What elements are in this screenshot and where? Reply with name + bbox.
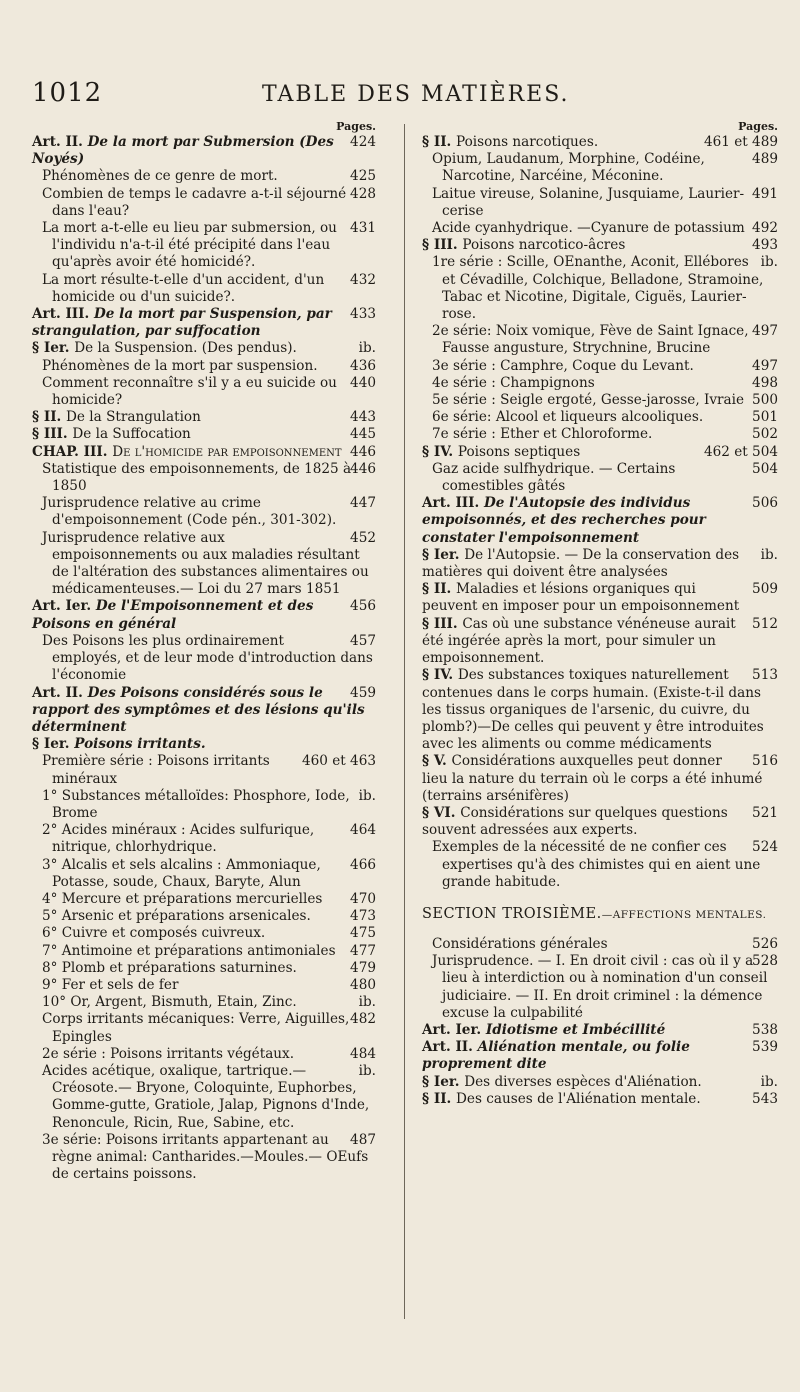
entry-text <box>422 667 778 753</box>
entry-text <box>42 1011 376 1045</box>
entry-text <box>42 943 376 960</box>
toc-entry <box>32 375 376 409</box>
toc-entry <box>32 409 376 426</box>
entry-body: Combien de temps le cadavre a-t-il séjourné dans l'eau? <box>42 185 347 219</box>
toc-entry <box>32 685 376 737</box>
entry-body: 5° Arsenic et préparations arsenicales. <box>42 908 311 925</box>
entry-label: § IV. <box>422 667 458 684</box>
toc-entry <box>422 426 778 443</box>
entry-text <box>432 409 778 426</box>
toc-entry <box>422 444 778 461</box>
page-ref: 497 <box>752 323 778 340</box>
entry-body: Poisons septiques <box>457 443 581 460</box>
entry-text <box>422 444 778 461</box>
page-ref: 452 <box>350 529 376 546</box>
toc-entry <box>32 943 376 960</box>
entry-label: § II. <box>32 409 67 426</box>
entry-title: Des Poisons considérés sous le rapport des symptômes et des lésions qu'ils déterminent <box>32 684 365 735</box>
page-ref: 436 <box>350 357 376 374</box>
toc-entry <box>422 495 778 547</box>
toc-entry <box>32 908 376 925</box>
entry-label: Art. III. <box>32 306 94 323</box>
toc-entry <box>32 994 376 1011</box>
entry-text <box>432 936 778 953</box>
toc-entry <box>422 667 778 753</box>
entry-body: Des diverses espèces d'Aliénation. <box>464 1073 702 1090</box>
page-ref: 521 <box>752 804 778 821</box>
toc-entry <box>422 1091 778 1108</box>
page-ref: 462 et 504 <box>703 443 778 460</box>
toc-entry <box>422 392 778 409</box>
toc-entry <box>32 220 376 272</box>
entry-text <box>422 753 778 805</box>
toc-entry <box>422 1022 778 1039</box>
page-ref: 431 <box>350 220 376 237</box>
section-subheading: —AFFECTIONS MENTALES. <box>601 908 767 921</box>
entry-text <box>42 1132 376 1184</box>
entry-body: Des substances toxiques naturellement contenues dans le corps humain. (Existe-t-il dans les tissus organiques de l'arsenic, du cuivre, du plomb?)—De celles qui peuvent y être introduites avec les aliments ou comme médicaments <box>422 667 764 753</box>
toc-entry <box>32 1132 376 1184</box>
entry-text <box>42 633 376 685</box>
entry-body: 9° Fer et sels de fer <box>42 976 179 993</box>
entry-label: § II. <box>422 1090 457 1107</box>
toc-entry <box>32 633 376 685</box>
entry-text <box>32 340 376 357</box>
entry-title: De l'Empoisonnement et des Poisons en général <box>32 598 314 632</box>
entry-body: Comment reconnaître s'il y a eu suicide ou homicide? <box>42 374 337 409</box>
entry-body: Poisons irritants. <box>74 736 206 753</box>
entry-text <box>42 788 376 822</box>
page-ref: 479 <box>350 959 376 976</box>
entry-body: Exemples de la nécessité de ne confier ces expertises qu'à des chimistes qui en aient une grande habitude. <box>432 839 761 890</box>
entry-body: De la Strangulation <box>66 409 201 426</box>
entry-body: Statistique des empoisonnements, de 1825 à 1850 <box>42 460 352 495</box>
entry-text <box>432 375 778 392</box>
entry-body: Maladies et lésions organiques qui peuvent en imposer pour un empoisonnement <box>422 581 740 615</box>
page-ref: 424 <box>350 134 376 150</box>
entry-body: Cas où une substance vénéneuse aurait été ingérée après la mort, pour simuler un empoisonnement. <box>422 615 736 667</box>
page-ref: 498 <box>752 374 778 391</box>
entry-title: De l'Autopsie des individus empoisonnés, et des recherches pour constater l'empoisonnement <box>422 495 706 546</box>
entry-text <box>42 358 376 375</box>
toc-entry <box>32 891 376 908</box>
entry-body: Poisons narcotiques. <box>456 134 599 150</box>
running-title: TABLE DES MATIÈRES. <box>262 82 570 107</box>
page-ref: ib. <box>358 1062 376 1079</box>
toc-entry <box>422 186 778 220</box>
entry-label: § Ier. <box>422 1073 465 1090</box>
toc-entry <box>422 409 778 426</box>
entry-text <box>42 530 376 599</box>
entry-text <box>42 220 376 272</box>
entry-body: Jurisprudence relative aux empoisonnements ou aux maladies résultant de l'altération des substances alimentaires ou médicamenteuses.— Loi du 27 mars 1851 <box>42 529 369 598</box>
entry-text <box>42 375 376 409</box>
entry-label: § Ier. <box>422 546 465 563</box>
toc-entry <box>422 254 778 323</box>
entry-body: Jurisprudence relative au crime d'empoisonnement (Code pén., 301-302). <box>42 495 337 529</box>
entry-text <box>32 409 376 426</box>
toc-entry <box>422 753 778 805</box>
page-ref: 440 <box>350 374 376 391</box>
entry-body: Acide cyanhydrique. —Cyanure de potassium <box>432 220 745 237</box>
entry-text <box>432 254 778 323</box>
page-ref: 539 <box>752 1039 778 1056</box>
entry-body: 1° Substances métalloïdes: Phosphore, Iode, Brome <box>42 787 350 821</box>
toc-entry <box>32 306 376 340</box>
entry-body: Acides acétique, oxalique, tartrique.— Créosote.— Bryone, Coloquinte, Euphorbes, Gomme-gutte, Gratiole, Jalap, Pignons d'Inde, Renoncule, Ricin, Rue, Sabine, etc. <box>42 1062 370 1131</box>
page-ref: 443 <box>350 409 376 426</box>
page-ref: 491 <box>752 185 778 202</box>
entry-body: De l'Autopsie. — De la conservation des matières qui doivent être analysées <box>422 546 740 581</box>
page-ref: 543 <box>752 1090 778 1107</box>
entry-text <box>42 1063 376 1132</box>
entry-text <box>42 908 376 925</box>
page-ref: 464 <box>350 822 376 839</box>
entry-text <box>42 960 376 977</box>
entry-text <box>422 1074 778 1091</box>
entry-text <box>42 925 376 942</box>
entry-body: 4e série : Champignons <box>432 374 595 391</box>
page-ref: 459 <box>350 684 376 701</box>
page-ref: 484 <box>350 1045 376 1062</box>
entry-text <box>42 891 376 908</box>
page-ref: 538 <box>752 1021 778 1038</box>
page-ref: 528 <box>752 953 778 970</box>
toc-entry <box>422 220 778 237</box>
entry-body: De la Suspension. (Des pendus). <box>74 340 297 357</box>
entry-body: Considérations sur quelques questions souvent adressées aux experts. <box>422 804 728 839</box>
entry-body: Considérations générales <box>432 935 608 952</box>
entry-text <box>42 994 376 1011</box>
toc-entry <box>32 857 376 891</box>
toc-entry <box>422 151 778 185</box>
entry-label: Art. II. <box>32 134 88 150</box>
entry-body: Laitue vireuse, Solanine, Jusquiame, Laurier-cerise <box>432 185 745 219</box>
toc-entry <box>32 925 376 942</box>
entry-text <box>422 134 778 151</box>
entry-body: La mort résulte-t-elle d'un accident, d'un homicide ou d'un suicide?. <box>42 271 325 305</box>
page-ref: 489 <box>752 151 778 168</box>
toc-entry <box>32 977 376 994</box>
page-ref: 461 et 489 <box>703 134 778 150</box>
entry-title: De la mort par Suspension, par strangulation, par suffocation <box>32 306 332 340</box>
entry-text <box>422 616 778 668</box>
entry-body: 7° Antimoine et préparations antimoniales <box>42 942 336 959</box>
page-ref: 445 <box>350 426 376 443</box>
toc-entry <box>422 1039 778 1073</box>
page-ref: 500 <box>752 392 778 409</box>
entry-body: Phénomènes de ce genre de mort. <box>42 168 278 185</box>
section-title <box>422 905 778 924</box>
entry-body: 10° Or, Argent, Bismuth, Etain, Zinc. <box>42 994 297 1011</box>
toc-entry <box>422 547 778 581</box>
entry-label: § III. <box>32 426 73 443</box>
toc-entry <box>32 444 376 461</box>
entry-body: 3° Alcalis et sels alcalins : Ammoniaque, Potasse, soude, Chaux, Baryte, Alun <box>42 856 321 890</box>
entry-text <box>42 822 376 856</box>
entry-body: 3e série: Poisons irritants appartenant au règne animal: Cantharides.—Moules.— OEufs de certains poissons. <box>42 1131 369 1183</box>
page-ref: 516 <box>752 753 778 770</box>
entry-text <box>422 495 778 547</box>
entry-label: § III. <box>422 237 463 254</box>
entry-text <box>422 1091 778 1108</box>
page-ref: 433 <box>350 306 376 323</box>
entry-text <box>432 839 778 891</box>
page-ref: 493 <box>752 237 778 254</box>
pages-label: Pages. <box>336 120 376 133</box>
page-ref: 504 <box>752 460 778 477</box>
entry-text <box>42 753 376 787</box>
entry-body: De la Suffocation <box>72 426 191 443</box>
entry-label: Art. II. <box>32 684 88 701</box>
page-ref: 428 <box>350 185 376 202</box>
toc-entry <box>32 426 376 443</box>
toc-entry <box>422 134 778 151</box>
entry-label: Art. Ier. <box>32 598 96 615</box>
entry-text <box>42 168 376 185</box>
toc-entry <box>32 186 376 220</box>
page-ref: 506 <box>752 495 778 512</box>
entry-body: 1re série : Scille, OEnanthe, Aconit, Ellébores et Cévadille, Colchique, Belladone, Stramoine, Tabac et Nicotine, Digitale, Ciguës, Laurier-rose. <box>432 254 764 323</box>
entry-body: 5e série : Seigle ergoté, Gesse-jarosse, Ivraie <box>432 392 745 409</box>
entry-text <box>32 736 376 753</box>
entry-label: § V. <box>422 753 452 770</box>
entry-text <box>32 426 376 443</box>
right-column <box>422 120 778 1108</box>
toc-entry <box>32 168 376 185</box>
entry-label: CHAP. III. <box>32 443 113 460</box>
page-ref: 502 <box>752 426 778 443</box>
page-ref: 501 <box>752 409 778 426</box>
page-ref: 446 <box>350 460 376 477</box>
entry-body: De l'homicide par empoisonnement <box>112 443 342 460</box>
toc-entry <box>32 340 376 357</box>
entry-body: 2e série : Poisons irritants végétaux. <box>42 1045 295 1062</box>
toc-entry <box>422 581 778 615</box>
entry-title: Idiotisme et Imbécillité <box>485 1021 666 1038</box>
page-ref: 524 <box>752 839 778 856</box>
page-ref: 446 <box>350 443 376 460</box>
entry-text <box>432 323 778 357</box>
entry-label: § Ier. <box>32 340 75 357</box>
toc-entry <box>422 839 778 891</box>
entry-label: Art. Ier. <box>422 1021 486 1038</box>
entry-body: Poisons narcotico-âcres <box>462 237 626 254</box>
entry-label: § IV. <box>422 443 458 460</box>
entry-text <box>422 805 778 839</box>
entry-label: Art. III. <box>422 495 484 512</box>
toc-entry <box>422 936 778 953</box>
toc-entry <box>32 736 376 753</box>
toc-entry <box>422 237 778 254</box>
page-ref: 526 <box>752 935 778 952</box>
entry-body: 8° Plomb et préparations saturnines. <box>42 959 297 976</box>
page-ref: 456 <box>350 598 376 615</box>
page-ref: 432 <box>350 271 376 288</box>
entry-text <box>422 1022 778 1039</box>
left-entries <box>32 134 376 1183</box>
page-ref: ib. <box>358 787 376 804</box>
toc-entry <box>422 805 778 839</box>
entry-text <box>422 237 778 254</box>
entry-body: 2° Acides minéraux : Acides sulfurique, nitrique, chlorhydrique. <box>42 822 315 856</box>
toc-entry <box>32 1011 376 1045</box>
entry-text <box>42 857 376 891</box>
page-ref: 482 <box>350 1011 376 1028</box>
entry-text <box>32 444 376 461</box>
page-number: 1012 <box>32 78 103 108</box>
page-ref: 497 <box>752 357 778 374</box>
page-ref: 470 <box>350 890 376 907</box>
page-ref: 480 <box>350 976 376 993</box>
section-heading: SECTION TROISIÈME. <box>422 905 602 922</box>
entry-text <box>42 1046 376 1063</box>
entry-text <box>432 426 778 443</box>
entry-text <box>432 220 778 237</box>
entry-body: 6° Cuivre et composés cuivreux. <box>42 925 266 942</box>
right-entries <box>422 134 778 1108</box>
page-ref: 447 <box>350 495 376 512</box>
entry-body: 3e série : Camphre, Coque du Levant. <box>432 357 694 374</box>
entry-body: Phénomènes de la mort par suspension. <box>42 357 318 374</box>
page-ref: 487 <box>350 1131 376 1148</box>
entry-text <box>32 685 376 737</box>
page-ref: 475 <box>350 925 376 942</box>
page-ref: 513 <box>752 667 778 684</box>
entry-text <box>432 392 778 409</box>
toc-entry <box>422 375 778 392</box>
toc-entry <box>422 323 778 357</box>
entry-text <box>432 358 778 375</box>
entry-text <box>42 186 376 220</box>
entry-text <box>42 461 376 495</box>
entry-text <box>422 547 778 581</box>
entry-body: Des Poisons les plus ordinairement employés, et de leur mode d'introduction dans l'économie <box>42 632 373 684</box>
page-ref: 512 <box>752 615 778 632</box>
entry-body: 4° Mercure et préparations mercurielles <box>42 890 323 907</box>
entry-body: 6e série: Alcool et liqueurs alcooliques. <box>432 409 704 426</box>
toc-entry <box>32 1046 376 1063</box>
column-divider <box>404 124 405 1319</box>
entry-body: Considérations auxquelles peut donner lieu la nature du terrain où le corps a été inhumé (terrains arsénifères) <box>422 753 763 804</box>
entry-body: 7e série : Ether et Chloroforme. <box>432 426 653 443</box>
page-ref: ib. <box>358 340 376 357</box>
pages-label: Pages. <box>738 120 778 133</box>
entry-label: § Ier. <box>32 736 75 753</box>
toc-entry <box>422 1074 778 1091</box>
entry-text <box>42 977 376 994</box>
entry-text <box>422 581 778 615</box>
page-ref: 457 <box>350 632 376 649</box>
page-ref: 477 <box>350 942 376 959</box>
entry-body: Première série : Poisons irritants minéraux <box>42 753 270 787</box>
toc-entry <box>32 495 376 529</box>
entry-label: Art. II. <box>422 1039 478 1056</box>
entry-text <box>42 495 376 529</box>
toc-entry <box>422 461 778 495</box>
entry-body: Jurisprudence. — I. En droit civil : cas où il y a lieu à interdiction ou à nomination d'un conseil judiciaire. — II. En droit criminel : la démence excuse la culpabilité <box>432 953 768 1021</box>
page-ref: 492 <box>752 220 778 237</box>
entry-label: § II. <box>422 134 457 150</box>
entry-text <box>432 461 778 495</box>
entry-label: § VI. <box>422 804 461 821</box>
toc-entry <box>422 358 778 375</box>
entry-text <box>432 186 778 220</box>
page-header <box>32 78 772 114</box>
page-ref: ib. <box>760 254 778 271</box>
toc-entry <box>32 358 376 375</box>
entry-title: Aliénation mentale, ou folie proprement dite <box>422 1039 690 1073</box>
page-ref: ib. <box>760 546 778 563</box>
entry-body: Des causes de l'Aliénation mentale. <box>456 1090 701 1107</box>
toc-entry <box>32 960 376 977</box>
toc-entry <box>32 1063 376 1132</box>
page-ref: 425 <box>350 168 376 185</box>
entry-label: § III. <box>422 615 463 632</box>
entry-body: 2e série: Noix vomique, Fève de Saint Ignace, Fausse angusture, Strychnine, Brucine <box>432 323 749 357</box>
page-ref: ib. <box>760 1073 778 1090</box>
toc-entry <box>32 822 376 856</box>
page-ref: ib. <box>358 994 376 1011</box>
toc-entry <box>422 616 778 668</box>
toc-entry <box>32 272 376 306</box>
page-ref: 473 <box>350 908 376 925</box>
toc-entry <box>422 953 778 1022</box>
entry-title: De la mort par Submersion (Des Noyés) <box>32 134 334 168</box>
entry-text <box>32 134 376 168</box>
page-ref: 466 <box>350 856 376 873</box>
toc-entry <box>32 461 376 495</box>
toc-entry <box>32 598 376 632</box>
entry-body: Gaz acide sulfhydrique. — Certains comestibles gâtés <box>432 460 676 495</box>
entry-text <box>422 1039 778 1073</box>
entry-text <box>432 151 778 185</box>
page-ref: 509 <box>752 581 778 598</box>
page-ref: 460 et 463 <box>301 753 376 770</box>
toc-entry <box>32 753 376 787</box>
entry-text <box>432 953 778 1022</box>
entry-body: Corps irritants mécaniques: Verre, Aiguilles, Epingles <box>42 1011 350 1045</box>
entry-body: La mort a-t-elle eu lieu par submersion, ou l'individu n'a-t-il été précipité dans l'eau qu'après avoir été homicidé?. <box>42 220 337 271</box>
toc-entry <box>32 134 376 168</box>
entry-text <box>32 598 376 632</box>
entry-body: Opium, Laudanum, Morphine, Codéine, Narcotine, Narcéine, Méconine. <box>432 151 705 185</box>
toc-entry <box>32 788 376 822</box>
left-column <box>32 120 376 1183</box>
entry-text <box>42 272 376 306</box>
toc-entry <box>32 530 376 599</box>
entry-label: § II. <box>422 581 457 598</box>
entry-text <box>32 306 376 340</box>
